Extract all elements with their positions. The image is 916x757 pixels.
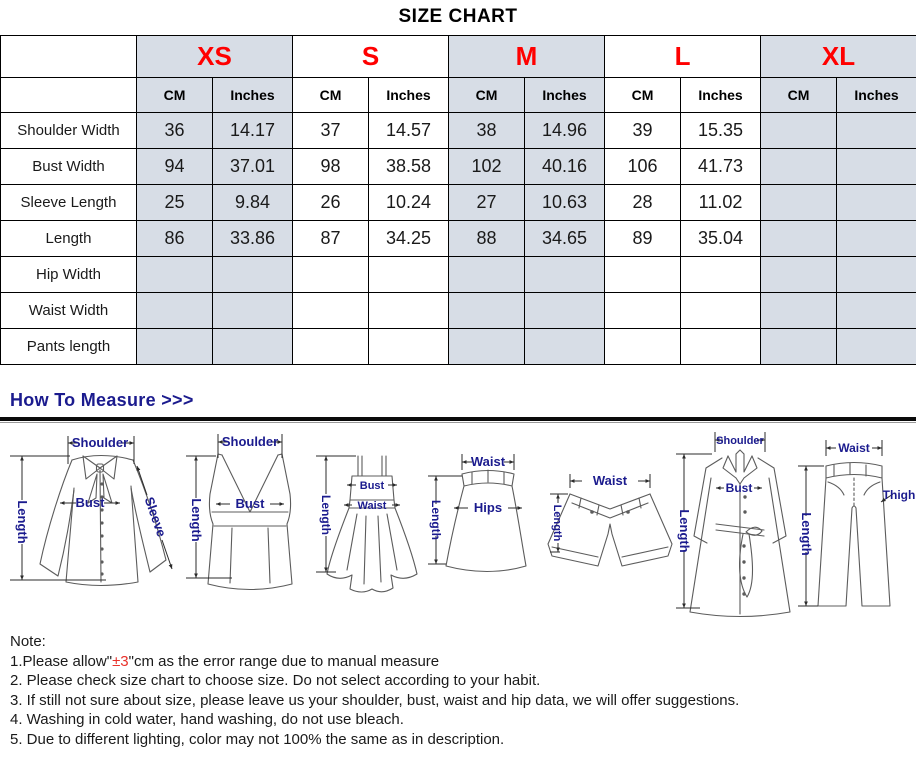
cell bbox=[137, 293, 213, 329]
table-row-bust-width bbox=[1, 149, 916, 185]
diagram-skirt bbox=[428, 454, 526, 572]
note-line-2: 2. Please check size chart to choose size. Do not select according to your habit. bbox=[10, 671, 916, 691]
blouse-sleeve-label: Sleeve bbox=[142, 495, 170, 539]
cell bbox=[681, 257, 761, 293]
blouse-length-label: Length bbox=[15, 500, 30, 543]
section-divider-shadow bbox=[0, 422, 916, 423]
measurement-label: Pants length bbox=[1, 329, 137, 365]
cell: 36 bbox=[137, 113, 213, 149]
cell bbox=[837, 257, 916, 293]
cell: 87 bbox=[293, 221, 369, 257]
cell bbox=[837, 293, 916, 329]
blouse-shoulder-label: Shoulder bbox=[72, 435, 128, 450]
measurement-label: Bust Width bbox=[1, 149, 137, 185]
cell bbox=[213, 293, 293, 329]
unit-header-cm: CM bbox=[761, 78, 837, 113]
size-chart-table bbox=[0, 35, 916, 365]
cell: 94 bbox=[137, 149, 213, 185]
diagram-dress bbox=[316, 456, 417, 592]
cell: 89 bbox=[605, 221, 681, 257]
cell bbox=[761, 185, 837, 221]
coat-bust-label: Bust bbox=[726, 481, 753, 495]
cell bbox=[369, 329, 449, 365]
shorts-length-label: Length bbox=[551, 505, 563, 542]
cell: 86 bbox=[137, 221, 213, 257]
cell: 40.16 bbox=[525, 149, 605, 185]
skirt-hips-label: Hips bbox=[474, 500, 502, 515]
cell bbox=[837, 113, 916, 149]
cell: 35.04 bbox=[681, 221, 761, 257]
pants-thigh-label: Thigh bbox=[883, 488, 916, 502]
cell bbox=[369, 293, 449, 329]
table-row-waist-width bbox=[1, 293, 916, 329]
note-1-suffix: "cm as the error range due to manual measure bbox=[129, 653, 439, 670]
cell bbox=[761, 221, 837, 257]
cell: 106 bbox=[605, 149, 681, 185]
unit-header-row bbox=[1, 78, 916, 113]
cell: 14.96 bbox=[525, 113, 605, 149]
cell: 26 bbox=[293, 185, 369, 221]
coat-shoulder-label: Shoulder bbox=[716, 435, 764, 447]
cell bbox=[369, 257, 449, 293]
cell: 28 bbox=[605, 185, 681, 221]
unit-header-cm: CM bbox=[449, 78, 525, 113]
cell bbox=[761, 257, 837, 293]
dress-length-label: Length bbox=[319, 495, 333, 535]
shorts-waist-label: Waist bbox=[593, 473, 628, 488]
how-to-measure-diagrams bbox=[0, 424, 916, 629]
section-divider bbox=[0, 417, 916, 421]
table-row-hip-width bbox=[1, 257, 916, 293]
measurement-label: Waist Width bbox=[1, 293, 137, 329]
size-header-m: M bbox=[449, 36, 605, 78]
cell bbox=[525, 329, 605, 365]
diagram-blouse bbox=[10, 435, 172, 586]
cell bbox=[137, 329, 213, 365]
cell bbox=[761, 149, 837, 185]
pants-length-label: Length bbox=[799, 512, 814, 555]
skirt-waist-label: Waist bbox=[471, 454, 506, 469]
tank-bust-label: Bust bbox=[236, 496, 266, 511]
cell bbox=[761, 293, 837, 329]
note-line-4: 4. Washing in cold water, hand washing, do not use bleach. bbox=[10, 710, 916, 730]
tank-length-label: Length bbox=[189, 498, 204, 541]
cell bbox=[449, 293, 525, 329]
cell bbox=[837, 149, 916, 185]
cell bbox=[449, 257, 525, 293]
cell: 25 bbox=[137, 185, 213, 221]
blouse-bust-label: Bust bbox=[76, 495, 106, 510]
cell: 14.17 bbox=[213, 113, 293, 149]
cell: 10.63 bbox=[525, 185, 605, 221]
unit-header-inches: Inches bbox=[369, 78, 449, 113]
dress-bust-label: Bust bbox=[360, 480, 385, 492]
cell: 98 bbox=[293, 149, 369, 185]
cell bbox=[605, 329, 681, 365]
cell: 37 bbox=[293, 113, 369, 149]
cell bbox=[449, 329, 525, 365]
diagram-pants bbox=[798, 440, 915, 606]
cell: 27 bbox=[449, 185, 525, 221]
unit-header-inches: Inches bbox=[837, 78, 916, 113]
cell bbox=[837, 221, 916, 257]
cell bbox=[605, 293, 681, 329]
table-row-shoulder-width bbox=[1, 113, 916, 149]
unit-header-cm: CM bbox=[137, 78, 213, 113]
size-header-row bbox=[1, 36, 916, 78]
pants-waist-label: Waist bbox=[838, 441, 870, 455]
how-to-measure-heading: How To Measure >>> bbox=[10, 390, 916, 411]
measurement-label: Shoulder Width bbox=[1, 113, 137, 149]
cell bbox=[605, 257, 681, 293]
notes-section bbox=[10, 632, 916, 749]
size-header-xs: XS bbox=[137, 36, 293, 78]
cell bbox=[293, 293, 369, 329]
cell bbox=[293, 329, 369, 365]
corner-cell bbox=[1, 78, 137, 113]
cell: 11.02 bbox=[681, 185, 761, 221]
cell: 41.73 bbox=[681, 149, 761, 185]
note-1-tolerance: ±3 bbox=[112, 653, 129, 670]
cell bbox=[837, 185, 916, 221]
unit-header-inches: Inches bbox=[525, 78, 605, 113]
note-line-1 bbox=[10, 652, 916, 672]
cell: 38.58 bbox=[369, 149, 449, 185]
cell: 39 bbox=[605, 113, 681, 149]
note-line-3: 3. If still not sure about size, please leave us your shoulder, bust, waist and hip data, we will offer suggestions. bbox=[10, 691, 916, 711]
note-line-5: 5. Due to different lighting, color may not 100% the same as in description. bbox=[10, 730, 916, 750]
measurement-label: Hip Width bbox=[1, 257, 137, 293]
table-row-sleeve-length bbox=[1, 185, 916, 221]
diagram-coat bbox=[676, 432, 790, 617]
cell: 10.24 bbox=[369, 185, 449, 221]
dress-waist-label: Waist bbox=[358, 500, 387, 512]
cell bbox=[213, 329, 293, 365]
size-header-l: L bbox=[605, 36, 761, 78]
cell: 38 bbox=[449, 113, 525, 149]
cell: 34.25 bbox=[369, 221, 449, 257]
cell bbox=[681, 293, 761, 329]
measurement-label: Length bbox=[1, 221, 137, 257]
cell bbox=[293, 257, 369, 293]
skirt-length-label: Length bbox=[429, 500, 443, 540]
table-row-length bbox=[1, 221, 916, 257]
coat-length-label: Length bbox=[677, 509, 692, 552]
cell: 33.86 bbox=[213, 221, 293, 257]
unit-header-cm: CM bbox=[293, 78, 369, 113]
corner-cell bbox=[1, 36, 137, 78]
cell bbox=[525, 257, 605, 293]
notes-heading: Note: bbox=[10, 632, 916, 652]
tank-shoulder-label: Shoulder bbox=[222, 434, 278, 449]
cell bbox=[213, 257, 293, 293]
cell bbox=[761, 329, 837, 365]
cell: 88 bbox=[449, 221, 525, 257]
cell: 14.57 bbox=[369, 113, 449, 149]
size-header-xl: XL bbox=[761, 36, 916, 78]
unit-header-inches: Inches bbox=[681, 78, 761, 113]
cell bbox=[681, 329, 761, 365]
page-title: SIZE CHART bbox=[0, 6, 916, 28]
cell: 15.35 bbox=[681, 113, 761, 149]
measurement-label: Sleeve Length bbox=[1, 185, 137, 221]
size-header-s: S bbox=[293, 36, 449, 78]
cell bbox=[761, 113, 837, 149]
cell bbox=[137, 257, 213, 293]
diagram-shorts bbox=[548, 473, 672, 566]
cell: 102 bbox=[449, 149, 525, 185]
cell: 34.65 bbox=[525, 221, 605, 257]
unit-header-inches: Inches bbox=[213, 78, 293, 113]
table-row-pants-length bbox=[1, 329, 916, 365]
cell bbox=[525, 293, 605, 329]
cell bbox=[837, 329, 916, 365]
note-1-prefix: 1.Please allow" bbox=[10, 653, 112, 670]
cell: 9.84 bbox=[213, 185, 293, 221]
diagram-tank-top bbox=[186, 434, 292, 590]
cell: 37.01 bbox=[213, 149, 293, 185]
unit-header-cm: CM bbox=[605, 78, 681, 113]
